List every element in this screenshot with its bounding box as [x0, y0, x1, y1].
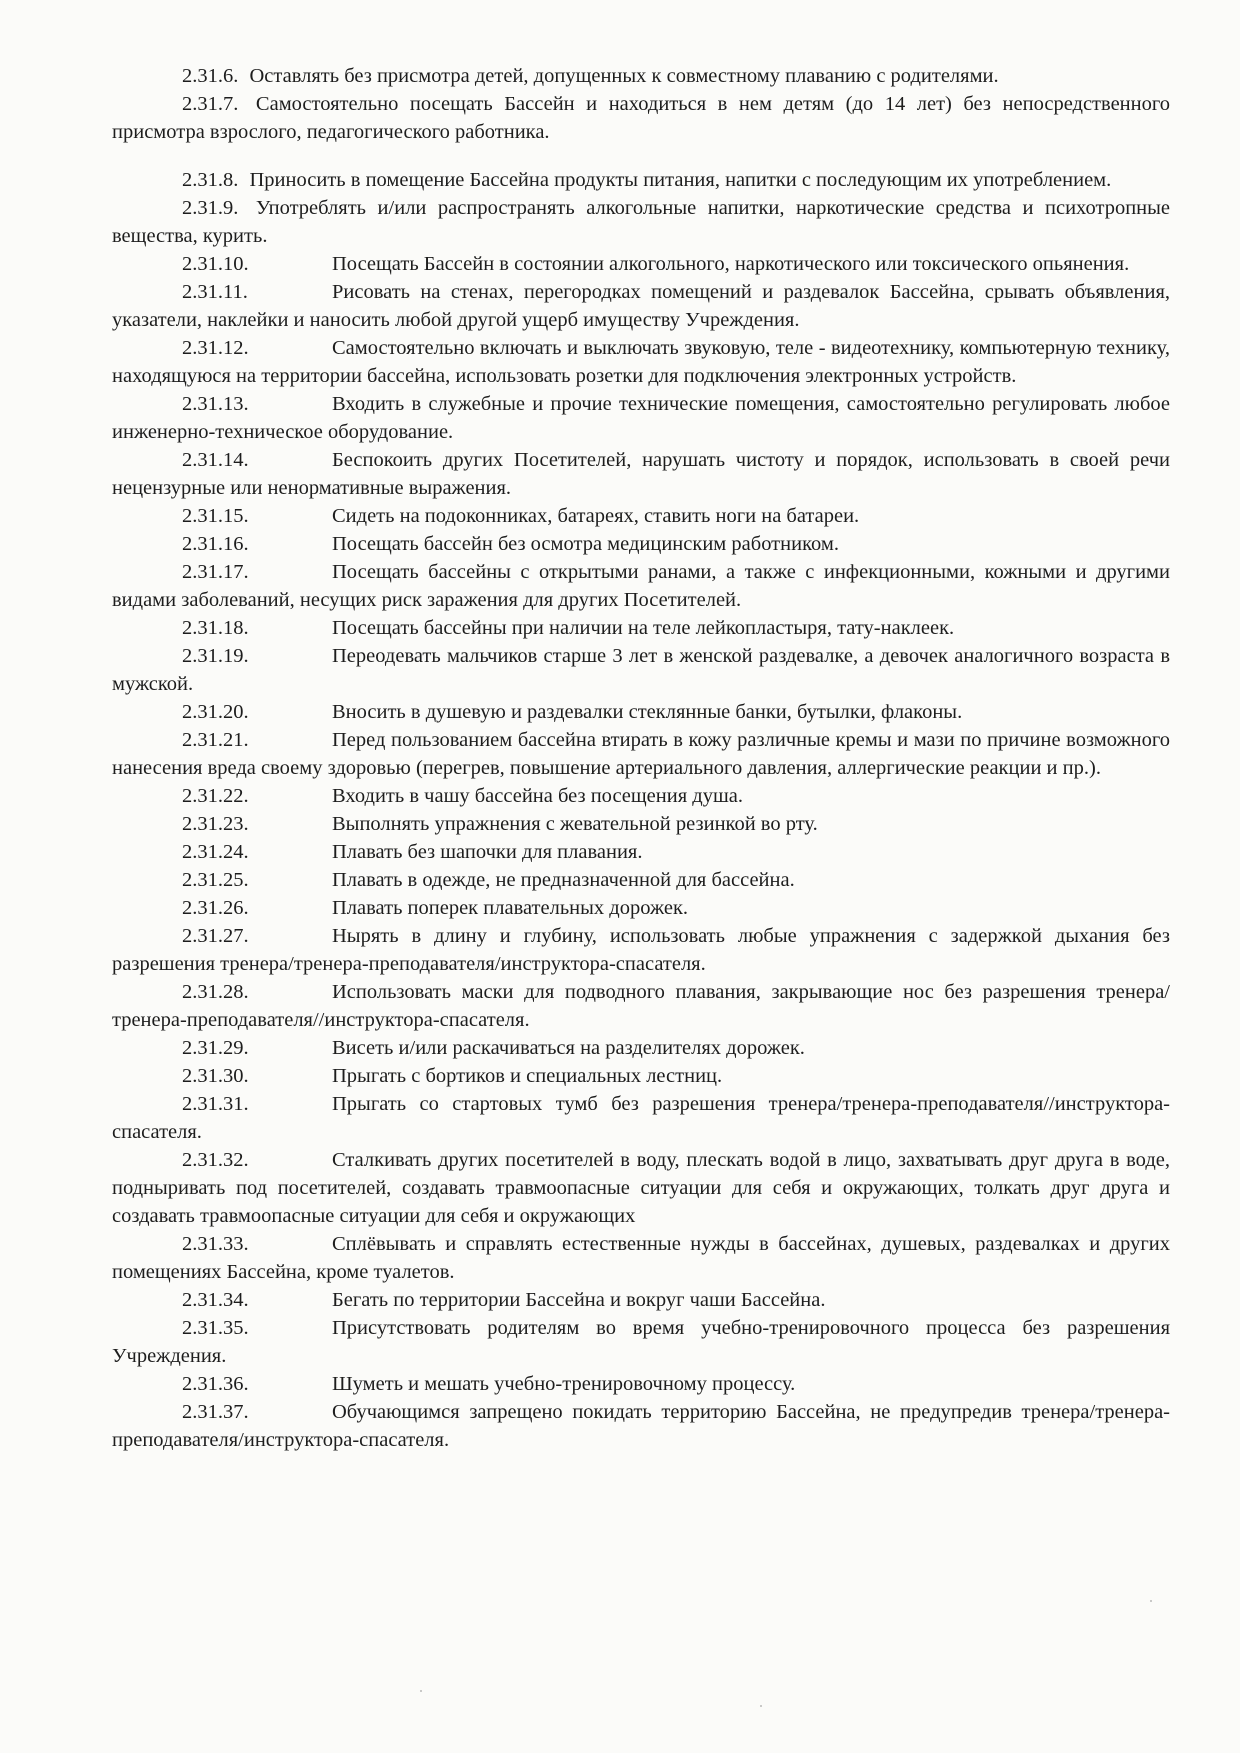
rule-2-31-13 [112, 390, 1170, 446]
rule-2-31-11 [112, 278, 1170, 334]
rule-number: 2.31.32. [182, 1149, 249, 1171]
rule-2-31-30 [112, 1062, 1170, 1090]
rule-number: 2.31.33. [182, 1233, 249, 1255]
rule-number: 2.31.21. [182, 729, 249, 751]
rule-number: 2.31.30. [182, 1065, 249, 1087]
rule-number: 2.31.11. [182, 281, 248, 303]
rule-text: Употреблять и/или распространять алкогольные напитки, наркотические средства и психотропные вещества, курить. [112, 197, 1171, 247]
rule-2-31-8 [112, 166, 1170, 194]
rule-text: Приносить в помещение Бассейна продукты питания, напитки с последующим их употреблением. [249, 169, 1112, 191]
rule-text: Переодевать мальчиков старше 3 лет в женской раздевалке, а девочек аналогичного возраста в мужской. [112, 645, 1170, 695]
rule-2-31-10 [112, 250, 1170, 278]
rule-2-31-21 [112, 726, 1170, 782]
rule-number: 2.31.31. [182, 1093, 249, 1115]
rule-2-31-32 [112, 1146, 1170, 1230]
rule-number: 2.31.28. [182, 981, 249, 1003]
rule-2-31-37 [112, 1398, 1170, 1454]
rule-text: Самостоятельно посещать Бассейн и находиться в нем детям (до 14 лет) без непосредственного присмотра взрослого, педагогического работника. [112, 93, 1171, 143]
rule-number: 2.31.19. [182, 645, 249, 667]
rule-2-31-15 [112, 502, 1170, 530]
rule-2-31-14 [112, 446, 1170, 502]
rule-text: Перед пользованием бассейна втирать в кожу различные кремы и мази по причине возможного нанесения вреда своему здоровью (перегрев, повышение артериального давления, аллергические реакции и пр.). [112, 729, 1170, 779]
rule-text: Вносить в душевую и раздевалки стеклянные банки, бутылки, флаконы. [332, 701, 963, 723]
rule-2-31-24 [112, 838, 1170, 866]
rule-text: Плавать в одежде, не предназначенной для бассейна. [332, 869, 795, 891]
rule-number: 2.31.29. [182, 1037, 249, 1059]
rule-number: 2.31.22. [182, 785, 249, 807]
rule-number: 2.31.26. [182, 897, 249, 919]
rule-text: Сталкивать других посетителей в воду, плескать водой в лицо, захватывать друг друга в воде, подныривать под посетителей, создавать травмоопасные ситуации для себя и окружающих, толкать друг друга и создавать травмоопасные ситуации для себя и окружающих [112, 1149, 1170, 1227]
rule-text: Самостоятельно включать и выключать звуковую, теле - видеотехнику, компьютерную технику, находящуюся на территории бассейна, использовать розетки для подключения электронных устройств. [112, 337, 1170, 387]
rule-text: Сплёвывать и справлять естественные нужды в бассейнах, душевых, раздевалках и других помещениях Бассейна, кроме туалетов. [112, 1233, 1170, 1283]
rule-number: 2.31.18. [182, 617, 249, 639]
rule-text: Использовать маски для подводного плавания, закрывающие нос без разрешения тренера/тренера-преподавателя//инструктора-спасателя. [112, 981, 1170, 1031]
rule-text: Посещать бассейн без осмотра медицинским работником. [332, 533, 839, 555]
rule-number: 2.31.9. [182, 197, 239, 219]
rule-text: Обучающимся запрещено покидать территорию Бассейна, не предупредив тренера/тренера-преподавателя/инструктора-спасателя. [112, 1401, 1170, 1451]
rule-number: 2.31.17. [182, 561, 249, 583]
rule-2-31-29 [112, 1034, 1170, 1062]
rule-text: Висеть и/или раскачиваться на разделителях дорожек. [332, 1037, 805, 1059]
rule-text: Бегать по территории Бассейна и вокруг чаши Бассейна. [332, 1289, 826, 1311]
rule-text: Выполнять упражнения с жевательной резинкой во рту. [332, 813, 818, 835]
scan-speck [760, 1705, 762, 1707]
rule-number: 2.31.6. [182, 65, 239, 87]
rule-number: 2.31.25. [182, 869, 249, 891]
scan-speck [420, 1690, 422, 1692]
rule-2-31-19 [112, 642, 1170, 698]
rule-text: Входить в служебные и прочие технические помещения, самостоятельно регулировать любое инженерно-техническое оборудование. [112, 393, 1170, 443]
rule-number: 2.31.12. [182, 337, 249, 359]
rule-text: Прыгать со стартовых тумб без разрешения тренера/тренера-преподавателя//инструктора-спасателя. [112, 1093, 1170, 1143]
rule-number: 2.31.15. [182, 505, 249, 527]
rule-number: 2.31.34. [182, 1289, 249, 1311]
rule-2-31-25 [112, 866, 1170, 894]
rule-text: Оставлять без присмотра детей, допущенных к совместному плаванию с родителями. [249, 65, 999, 87]
rule-2-31-23 [112, 810, 1170, 838]
rule-2-31-36 [112, 1370, 1170, 1398]
rule-number: 2.31.16. [182, 533, 249, 555]
rule-text: Нырять в длину и глубину, использовать любые упражнения с задержкой дыхания без разрешения тренера/тренера-преподавателя/инструктора-спасателя. [112, 925, 1170, 975]
rule-2-31-16 [112, 530, 1170, 558]
rule-2-31-27 [112, 922, 1170, 978]
rule-2-31-18 [112, 614, 1170, 642]
rule-text: Присутствовать родителям во время учебно-тренировочного процесса без разрешения Учреждения. [112, 1317, 1170, 1367]
rule-number: 2.31.23. [182, 813, 249, 835]
rule-2-31-22 [112, 782, 1170, 810]
rule-text: Посещать Бассейн в состоянии алкогольного, наркотического или токсического опьянения. [332, 253, 1130, 275]
rule-2-31-20 [112, 698, 1170, 726]
rule-number: 2.31.35. [182, 1317, 249, 1339]
rule-2-31-31 [112, 1090, 1170, 1146]
rule-2-31-33 [112, 1230, 1170, 1286]
scan-speck [1150, 1600, 1152, 1602]
rule-2-31-34 [112, 1286, 1170, 1314]
rule-2-31-28 [112, 978, 1170, 1034]
rule-2-31-26 [112, 894, 1170, 922]
rule-text: Входить в чашу бассейна без посещения душа. [332, 785, 743, 807]
rule-2-31-9 [112, 194, 1170, 250]
rule-text: Плавать поперек плавательных дорожек. [332, 897, 689, 919]
rule-2-31-17 [112, 558, 1170, 614]
rule-number: 2.31.14. [182, 449, 249, 471]
rule-text: Посещать бассейны при наличии на теле лейкопластыря, тату-наклеек. [332, 617, 955, 639]
rule-number: 2.31.13. [182, 393, 249, 415]
rule-text: Сидеть на подоконниках, батареях, ставить ноги на батареи. [332, 505, 860, 527]
rule-number: 2.31.37. [182, 1401, 249, 1423]
rule-number: 2.31.8. [182, 169, 239, 191]
rule-text: Прыгать с бортиков и специальных лестниц. [332, 1065, 723, 1087]
rule-number: 2.31.24. [182, 841, 249, 863]
rule-number: 2.31.27. [182, 925, 249, 947]
rule-2-31-7 [112, 90, 1170, 146]
rule-text: Плавать без шапочки для плавания. [332, 841, 643, 863]
rule-number: 2.31.7. [182, 93, 239, 115]
rule-2-31-12 [112, 334, 1170, 390]
rule-text: Посещать бассейны с открытыми ранами, а также с инфекционными, кожными и другими видами заболеваний, несущих риск заражения для других Посетителей. [112, 561, 1170, 611]
rule-number: 2.31.10. [182, 253, 249, 275]
rule-text: Беспокоить других Посетителей, нарушать чистоту и порядок, использовать в своей речи нецензурные или ненормативные выражения. [112, 449, 1170, 499]
rule-text: Шуметь и мешать учебно-тренировочному процессу. [332, 1373, 796, 1395]
rule-text: Рисовать на стенах, перегородках помещений и раздевалок Бассейна, срывать объявления, указатели, наклейки и наносить любой другой ущерб имуществу Учреждения. [112, 281, 1170, 331]
rule-number: 2.31.20. [182, 701, 249, 723]
rule-2-31-35 [112, 1314, 1170, 1370]
rule-2-31-6 [112, 62, 1170, 90]
rule-number: 2.31.36. [182, 1373, 249, 1395]
